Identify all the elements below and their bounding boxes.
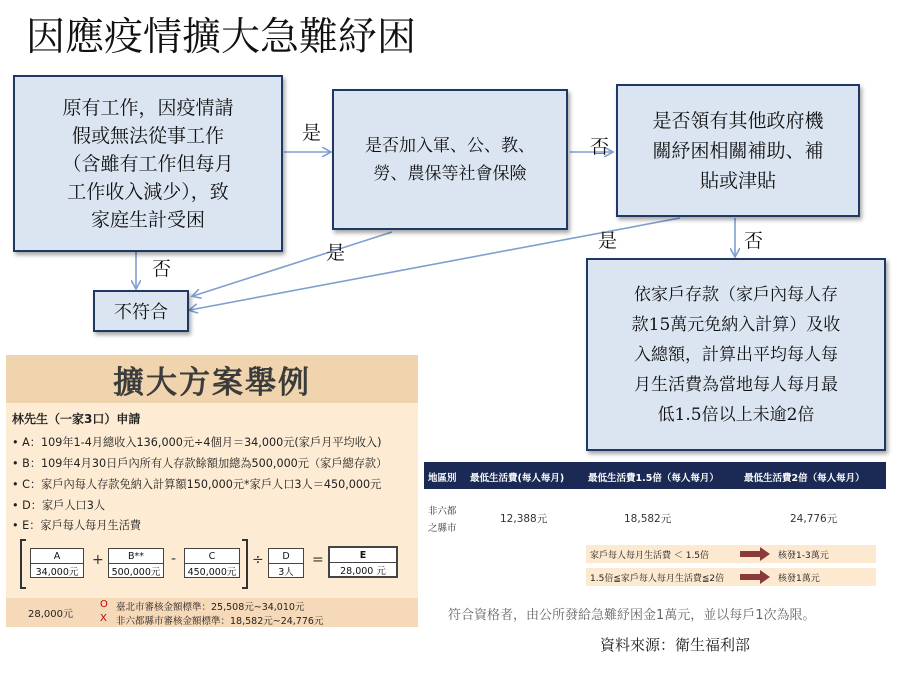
table-header-2x: 最低生活費2倍（每人每月） <box>744 473 865 484</box>
example-line-a: • A：109年1-4月總收入136,000元÷4個月＝34,000元(家戶月平均收入) <box>12 436 382 449</box>
rule-1-arrow-icon <box>740 547 770 561</box>
example-line-c: • C：家戶內每人存款免納入計算額150,000元*家戶人口3人＝450,000元 <box>12 478 382 491</box>
box2-line-1: 勞、農保等社會保險 <box>373 163 527 184</box>
rule-2-condition: 1.5倍≦家戶每人每月生活費≦2倍 <box>590 574 725 584</box>
formula-e-label: E <box>330 548 396 563</box>
label-yes-box3-not: 是 <box>598 230 618 252</box>
label-no-box1-not: 否 <box>152 258 172 280</box>
example-line-d: • D：家戶人口3人 <box>12 499 106 512</box>
check-fail-mark: X <box>100 613 107 624</box>
table-header-area: 地區別 <box>428 473 457 484</box>
formula-b-value: 500,000元 <box>111 567 161 578</box>
box5-line-3: 月生活費為當地每人每月最 <box>633 374 838 395</box>
check-taipei-standard: 臺北市審核金額標準：25,508元~34,010元 <box>116 602 305 613</box>
formula-plus: + <box>92 552 104 568</box>
example-line-e: • E：家戶每人每月生活費 <box>12 519 142 532</box>
label-yes-box1-box2: 是 <box>302 122 322 144</box>
box5-line-4: 低1.5倍以上未逾2倍 <box>657 404 815 425</box>
box3-line-2: 貼或津貼 <box>699 169 776 192</box>
formula-d-value: 3人 <box>278 567 294 578</box>
check-nonsixcity-standard: 非六都縣市審核金額標準：18,582元~24,776元 <box>116 616 324 627</box>
rule-2-result: 核發1萬元 <box>778 574 820 584</box>
formula-d-label: D <box>269 549 303 564</box>
box5-line-1: 款15萬元免納入計算）及收 <box>631 314 841 335</box>
table-note: 符合資格者，由公所發給急難紓困金1萬元，並以每戶1次為限。 <box>448 608 816 623</box>
table-header-min: 最低生活費(每人每月) <box>470 473 565 484</box>
not-eligible-text: 不符合 <box>114 302 168 323</box>
formula-c-value: 450,000元 <box>187 567 237 578</box>
formula-c-label: C <box>185 549 239 564</box>
table-area-line2: 之縣市 <box>428 523 457 534</box>
table-header-1-5x: 最低生活費1.5倍（每人每月） <box>588 473 719 484</box>
box1-line-4: 家庭生計受困 <box>90 208 205 231</box>
source-credit: 資料來源：衛生福利部 <box>600 636 751 654</box>
table-2x-value: 24,776元 <box>790 513 838 525</box>
formula-equals: = <box>312 552 324 568</box>
table-min-value: 12,388元 <box>500 513 548 525</box>
example-line-b: • B：109年4月30日戶內所有人存款餘額加總為500,000元（家戶總存款） <box>12 457 388 470</box>
example-applicant: 林先生（一家3口）申請 <box>12 412 141 426</box>
label-yes-box2-not: 是 <box>326 242 346 264</box>
box3-line-0: 是否領有其他政府機 <box>652 109 824 132</box>
rule-1-result: 核發1-3萬元 <box>778 551 829 561</box>
example-header: 擴大方案舉例 <box>6 355 418 403</box>
box5-line-0: 依家戶存款（家戶內每人存 <box>633 284 838 305</box>
formula-b-label: B** <box>109 549 163 564</box>
check-pass-mark: O <box>100 599 108 610</box>
rule-1-condition: 家戶每人每月生活費 ＜ 1.5倍 <box>590 551 710 561</box>
label-no-box3-box5: 否 <box>744 230 764 252</box>
formula-e-value: 28,000 元 <box>340 566 386 577</box>
box2-line-0: 是否加入軍、公、教、 <box>365 135 535 156</box>
label-no-box2-box3: 否 <box>590 136 610 158</box>
box3-line-1: 關紓困相關補助、補 <box>652 139 824 162</box>
box1-line-0: 原有工作，因疫情請 <box>62 96 234 119</box>
formula-minus: - <box>171 551 177 567</box>
formula-divide: ÷ <box>252 552 264 568</box>
formula-a-value: 34,000元 <box>35 567 79 578</box>
page-title: 因應疫情擴大急難紓困 <box>26 15 417 60</box>
formula-a-label: A <box>31 549 83 564</box>
box1-line-1: 假或無法從事工作 <box>71 124 224 147</box>
example-result-value: 28,000元 <box>28 609 73 620</box>
rule-2-arrow-icon <box>740 570 770 584</box>
table-1-5x-value: 18,582元 <box>624 513 672 525</box>
table-area-line1: 非六都 <box>428 506 457 517</box>
box1-line-2: （含雖有工作但每月 <box>62 152 234 175</box>
box5-line-2: 入總額，計算出平均每人每 <box>633 344 838 365</box>
box1-line-3: 工作收入減少），致 <box>67 180 229 203</box>
